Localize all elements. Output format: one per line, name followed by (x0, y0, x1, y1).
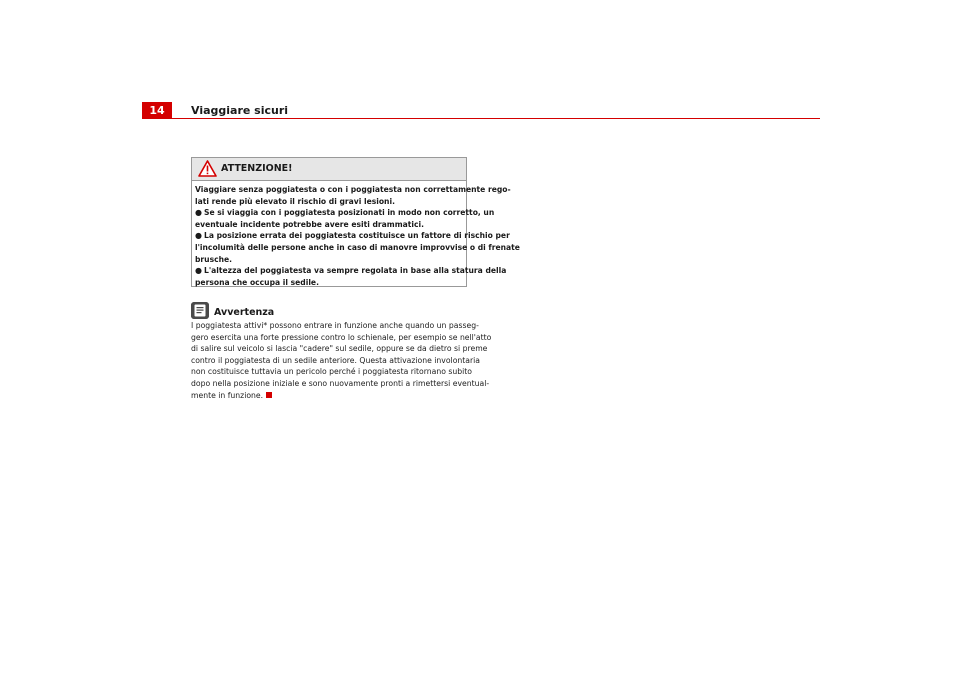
info-note-icon (191, 302, 209, 319)
note-line: I poggiatesta attivi* possono entrare in funzione anche quando un passeg- (191, 321, 479, 330)
page-number-tab (142, 102, 172, 119)
end-of-section-icon (266, 392, 272, 398)
warning-box (191, 157, 520, 287)
warning-bullet: ● L'altezza del poggiatesta va sempre regolata in base alla statura della (195, 266, 507, 276)
bullet-icon: ● (195, 208, 202, 218)
note-line: dopo nella posizione iniziale e sono nuovamente pronti a rimettersi eventual- (191, 378, 490, 388)
warning-bullet: ● Se si viaggia con i poggiatesta posizionati in modo non corretto, un (195, 208, 495, 218)
warning-line: Viaggiare senza poggiatesta o con i poggiatesta non correttamente rego- (195, 185, 511, 194)
note-line: non costituisce tuttavia un pericolo perché i poggiatesta ritornano subito (191, 367, 472, 377)
note-line: contro il poggiatesta di un sedile anteriore. Questa attivazione involontaria (191, 355, 481, 365)
warning-title: ATTENZIONE! (221, 163, 293, 174)
bullet-icon: ● (195, 266, 202, 276)
page-number: 14 (149, 104, 165, 117)
warning-line: eventuale incidente potrebbe avere esiti drammatici. (195, 219, 424, 229)
warning-triangle-icon (198, 160, 217, 177)
note-body (191, 320, 492, 401)
note-line: mente in funzione. (191, 390, 481, 402)
warning-line: lati rende più elevato il rischio di gravi lesioni. (195, 196, 395, 206)
section-title: Viaggiare sicuri (191, 104, 289, 117)
warning-header (192, 158, 466, 181)
warning-line: l'incolumità delle persone anche in caso di manovre improvvise o di frenate (195, 242, 520, 252)
bullet-icon: ● (195, 231, 202, 241)
header-divider (142, 118, 820, 119)
warning-line: brusche. (195, 254, 233, 264)
note-line: di salire sul veicolo si lascia "cadere" sul sedile, oppure se da dietro si preme (191, 344, 488, 354)
warning-body (192, 181, 520, 288)
warning-bullet: ● La posizione errata dei poggiatesta costituisce un fattore di rischio per (195, 231, 510, 241)
note-title: Avvertenza (214, 307, 275, 318)
note-line: gero esercita una forte pressione contro lo schienale, per esempio se nell'atto (191, 332, 492, 342)
warning-line: persona che occupa il sedile. (195, 277, 319, 287)
